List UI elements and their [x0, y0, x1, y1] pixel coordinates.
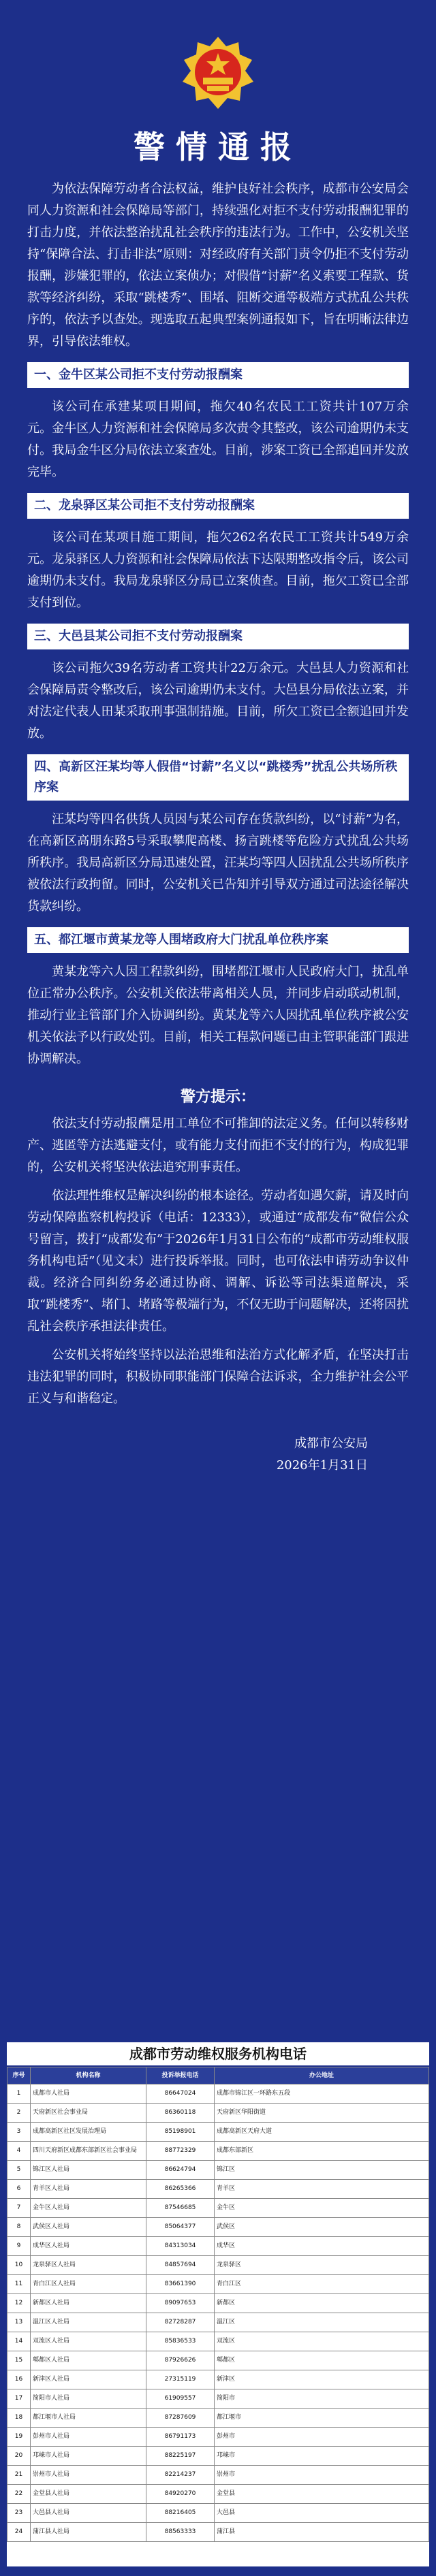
institution-name: 蒲江县人社局 — [31, 2523, 146, 2542]
table-row — [7, 2504, 429, 2523]
office-address: 锦江区 — [215, 2161, 429, 2180]
table-row — [7, 2199, 429, 2218]
contact-table-panel — [7, 2042, 429, 2566]
table-row — [7, 2466, 429, 2485]
institution-name: 金牛区人社局 — [31, 2199, 146, 2218]
institution-name: 郫都区人社局 — [31, 2351, 146, 2370]
phone-number[interactable]: 82214237 — [146, 2466, 215, 2485]
phone-number[interactable]: 84857694 — [146, 2256, 215, 2275]
row-index: 4 — [7, 2142, 31, 2161]
table-row — [7, 2389, 429, 2409]
office-address: 都江堰市 — [215, 2409, 429, 2428]
table-row — [7, 2275, 429, 2294]
institution-name: 天府新区社会事业局 — [31, 2104, 146, 2123]
table-row — [7, 2294, 429, 2313]
column-header: 机构名称 — [31, 2067, 146, 2084]
office-address: 温江区 — [215, 2313, 429, 2332]
institution-name: 成华区人社局 — [31, 2237, 146, 2256]
office-address: 新都区 — [215, 2294, 429, 2313]
table-header-row — [7, 2067, 429, 2084]
office-address: 成华区 — [215, 2237, 429, 2256]
page-title: 警情通报 — [134, 129, 302, 165]
row-index: 2 — [7, 2104, 31, 2123]
table-row — [7, 2237, 429, 2256]
institution-name: 武侯区人社局 — [31, 2218, 146, 2237]
table-row — [7, 2313, 429, 2332]
row-index: 12 — [7, 2294, 31, 2313]
institution-name: 锦江区人社局 — [31, 2161, 146, 2180]
institution-name: 青羊区人社局 — [31, 2180, 146, 2199]
signature-org: 成都市公安局 — [294, 1436, 368, 1451]
phone-number[interactable]: 89097653 — [146, 2294, 215, 2313]
institution-name: 新都区人社局 — [31, 2294, 146, 2313]
institution-name: 成都市人社局 — [31, 2084, 146, 2104]
column-header: 办公地址 — [215, 2067, 429, 2084]
table-row — [7, 2084, 429, 2104]
row-index: 11 — [7, 2275, 31, 2294]
office-address: 郫都区 — [215, 2351, 429, 2370]
table-row — [7, 2447, 429, 2466]
phone-number[interactable]: 88225197 — [146, 2447, 215, 2466]
tip-paragraph: 依法理性维权是解决纠纷的根本途径。劳动者如遇欠薪，请及时向劳动保障监察机构投诉（电话：12333），或通过“成都发布”微信公众号留言，拨打“成都发布”于2026年1月31日公布的“成都市劳动维权服务机构电话”（见文末）进行投诉举报。同时，也可依法申请劳动争议仲裁。经济合同纠纷务必通过协商、调解、诉讼等司法渠道解决，采取“跳楼秀”、堵门、堵路等极端行为，不仅无助于问题解决，还将因扰乱社会秩序承担法律责任。 — [27, 1189, 409, 1334]
institution-name: 龙泉驿区人社局 — [31, 2256, 146, 2275]
table-row — [7, 2123, 429, 2142]
institution-name: 大邑县人社局 — [31, 2504, 146, 2523]
table-row — [7, 2428, 429, 2447]
table-row — [7, 2161, 429, 2180]
case-heading: 四、高新区汪某均等人假借“讨薪”名义以“跳楼秀”扰乱公共场所秩序案 — [27, 754, 409, 801]
phone-number[interactable]: 87926626 — [146, 2351, 215, 2370]
row-index: 5 — [7, 2161, 31, 2180]
intro-paragraph: 为依法保障劳动者合法权益，维护良好社会秩序，成都市公安局会同人力资源和社会保障局等部门，持续强化对拒不支付劳动报酬犯罪的打击力度，并依法整治扰乱社会秩序的违法行为。工作中，公安机关坚持“保障合法、打击非法”原则：对经政府有关部门责令仍拒不支付劳动报酬，涉嫌犯罪的，依法立案侦办；对假借“讨薪”名义索要工程款、货款等经济纠纷，采取“跳楼秀”、围堵、阻断交通等极端方式扰乱公共秩序的，依法予以查处。现选取五起典型案例通报如下，旨在明晰法律边界，引导依法维权。 — [27, 182, 409, 349]
office-address: 天府新区华阳街道 — [215, 2104, 429, 2123]
phone-number[interactable]: 85836533 — [146, 2332, 215, 2351]
phone-number[interactable]: 88563333 — [146, 2523, 215, 2542]
row-index: 19 — [7, 2428, 31, 2447]
phone-number[interactable]: 61909557 — [146, 2389, 215, 2409]
police-emblem-icon — [177, 33, 259, 114]
institution-name: 彭州市人社局 — [31, 2428, 146, 2447]
row-index: 17 — [7, 2389, 31, 2409]
institution-name: 崇州市人社局 — [31, 2466, 146, 2485]
phone-number[interactable]: 83661390 — [146, 2275, 215, 2294]
table-title: 成都市劳动维权服务机构电话 — [7, 2042, 429, 2067]
institution-name: 邛崃市人社局 — [31, 2447, 146, 2466]
row-index: 3 — [7, 2123, 31, 2142]
institution-name: 新津区人社局 — [31, 2370, 146, 2389]
phone-number[interactable]: 27315119 — [146, 2370, 215, 2389]
institution-name: 简阳市人社局 — [31, 2389, 146, 2409]
office-address: 双流区 — [215, 2332, 429, 2351]
office-address: 彭州市 — [215, 2428, 429, 2447]
table-row — [7, 2180, 429, 2199]
case-4 — [27, 754, 409, 918]
office-address: 大邑县 — [215, 2504, 429, 2523]
row-index: 15 — [7, 2351, 31, 2370]
row-index: 1 — [7, 2084, 31, 2104]
phone-number[interactable]: 87287609 — [146, 2409, 215, 2428]
tips-heading: 警方提示： — [180, 1089, 255, 1106]
signature-date: 2026年1月31日 — [276, 1458, 368, 1472]
column-header: 序号 — [7, 2067, 31, 2084]
phone-number[interactable]: 86624794 — [146, 2161, 215, 2180]
row-index: 8 — [7, 2218, 31, 2237]
case-5 — [27, 927, 409, 1070]
institution-name: 四川天府新区成都东部新区社会事业局 — [31, 2142, 146, 2161]
office-address: 成都高新区天府大道 — [215, 2123, 429, 2142]
table-row — [7, 2523, 429, 2542]
bulletin-content — [27, 178, 409, 1477]
row-index: 13 — [7, 2313, 31, 2332]
institution-name: 都江堰市人社局 — [31, 2409, 146, 2428]
tip-paragraph: 依法支付劳动报酬是用工单位不可推卸的法定义务。任何以转移财产、逃匿等方法逃避支付，或有能力支付而拒不支付的行为，构成犯罪的，公安机关将坚决依法追究刑事责任。 — [27, 1116, 409, 1174]
phone-number[interactable]: 86791173 — [146, 2428, 215, 2447]
case-2 — [27, 493, 409, 614]
contact-table — [7, 2067, 429, 2542]
phone-number[interactable]: 84920270 — [146, 2485, 215, 2504]
phone-number[interactable]: 86360118 — [146, 2104, 215, 2123]
office-address: 青羊区 — [215, 2180, 429, 2199]
office-address: 青白江区 — [215, 2275, 429, 2294]
case-body: 该公司在某项目施工期间，拖欠262名农民工工资共计549万余元。龙泉驿区人力资源和社会保障局依法下达限期整改指令后，该公司逾期仍未支付。我局龙泉驿区分局已立案侦查。目前，拖欠工资已全部支付到位。 — [27, 530, 409, 610]
office-address: 邛崃市 — [215, 2447, 429, 2466]
case-body: 该公司拖欠39名劳动者工资共计22万余元。大邑县人力资源和社会保障局责令整改后，该公司逾期仍未支付。大邑县分局依法立案，并对法定代表人田某采取刑事强制措施。目前，所欠工资已全额追回并发放。 — [27, 661, 409, 741]
case-heading: 三、大邑县某公司拒不支付劳动报酬案 — [27, 624, 409, 649]
row-index: 6 — [7, 2180, 31, 2199]
table-row — [7, 2142, 429, 2161]
institution-name: 青白江区人社局 — [31, 2275, 146, 2294]
table-body — [7, 2084, 429, 2542]
table-row — [7, 2409, 429, 2428]
row-index: 22 — [7, 2485, 31, 2504]
phone-number[interactable]: 84313034 — [146, 2237, 215, 2256]
phone-number[interactable]: 87546685 — [146, 2199, 215, 2218]
row-index: 23 — [7, 2504, 31, 2523]
column-header: 投诉举报电话 — [146, 2067, 215, 2084]
phone-number[interactable]: 82728287 — [146, 2313, 215, 2332]
phone-number[interactable]: 88772329 — [146, 2142, 215, 2161]
office-address: 龙泉驿区 — [215, 2256, 429, 2275]
office-address: 崇州市 — [215, 2466, 429, 2485]
row-index: 20 — [7, 2447, 31, 2466]
office-address: 成都市锦江区一环路东五段 — [215, 2084, 429, 2104]
row-index: 14 — [7, 2332, 31, 2351]
table-row — [7, 2351, 429, 2370]
table-row — [7, 2256, 429, 2275]
institution-name: 成都高新区社区发展治理局 — [31, 2123, 146, 2142]
table-row — [7, 2485, 429, 2504]
phone-number[interactable]: 85064377 — [146, 2218, 215, 2237]
office-address: 武侯区 — [215, 2218, 429, 2237]
phone-number[interactable]: 88216405 — [146, 2504, 215, 2523]
phone-number[interactable]: 86265366 — [146, 2180, 215, 2199]
case-body: 该公司在承建某项目期间，拖欠40名农民工工资共计107万余元。金牛区人力资源和社会保障局多次责令其整改，该公司逾期仍未支付。我局金牛区分局依法立案查处。目前，涉案工资已全部追回并发放完毕。 — [27, 400, 409, 479]
case-heading: 一、金牛区某公司拒不支付劳动报酬案 — [27, 362, 409, 388]
office-address: 金牛区 — [215, 2199, 429, 2218]
case-body: 汪某均等四名供货人员因与某公司存在货款纠纷，以“讨薪”为名，在高新区高朋东路5号采取攀爬高楼、扬言跳楼等危险方式扰乱公共场所秩序。我局高新区分局迅速处置，汪某均等四人因扰乱公共场所秩序被依法行政拘留。同时，公安机关已告知并引导双方通过司法途径解决货款纠纷。 — [27, 812, 409, 914]
table-row — [7, 2104, 429, 2123]
office-address: 新津区 — [215, 2370, 429, 2389]
phone-number[interactable]: 85198901 — [146, 2123, 215, 2142]
case-3 — [27, 624, 409, 745]
row-index: 18 — [7, 2409, 31, 2428]
table-row — [7, 2218, 429, 2237]
table-row — [7, 2370, 429, 2389]
row-index: 9 — [7, 2237, 31, 2256]
case-1 — [27, 362, 409, 483]
institution-name: 金堂县人社局 — [31, 2485, 146, 2504]
row-index: 16 — [7, 2370, 31, 2389]
institution-name: 双流区人社局 — [31, 2332, 146, 2351]
phone-number[interactable]: 86647024 — [146, 2084, 215, 2104]
case-heading: 五、都江堰市黄某龙等人围堵政府大门扰乱单位秩序案 — [27, 927, 409, 953]
office-address: 简阳市 — [215, 2389, 429, 2409]
case-heading: 二、龙泉驿区某公司拒不支付劳动报酬案 — [27, 493, 409, 519]
row-index: 21 — [7, 2466, 31, 2485]
institution-name: 温江区人社局 — [31, 2313, 146, 2332]
office-address: 蒲江县 — [215, 2523, 429, 2542]
table-row — [7, 2332, 429, 2351]
row-index: 10 — [7, 2256, 31, 2275]
office-address: 金堂县 — [215, 2485, 429, 2504]
tip-paragraph: 公安机关将始终坚持以法治思维和法治方式化解矛盾，在坚决打击违法犯罪的同时，积极协同职能部门保障合法诉求，全力维护社会公平正义与和谐稳定。 — [27, 1348, 409, 1406]
row-index: 24 — [7, 2523, 31, 2542]
row-index: 7 — [7, 2199, 31, 2218]
case-body: 黄某龙等六人因工程款纠纷，围堵都江堰市人民政府大门，扰乱单位正常办公秩序。公安机关依法带离相关人员，并同步启动联动机制，推动行业主管部门介入协调纠纷。黄某龙等六人因扰乱单位秩序被公安机关依法予以行政处罚。目前，相关工程款问题已由主管职能部门跟进协调解决。 — [27, 965, 409, 1066]
office-address: 成都东部新区 — [215, 2142, 429, 2161]
